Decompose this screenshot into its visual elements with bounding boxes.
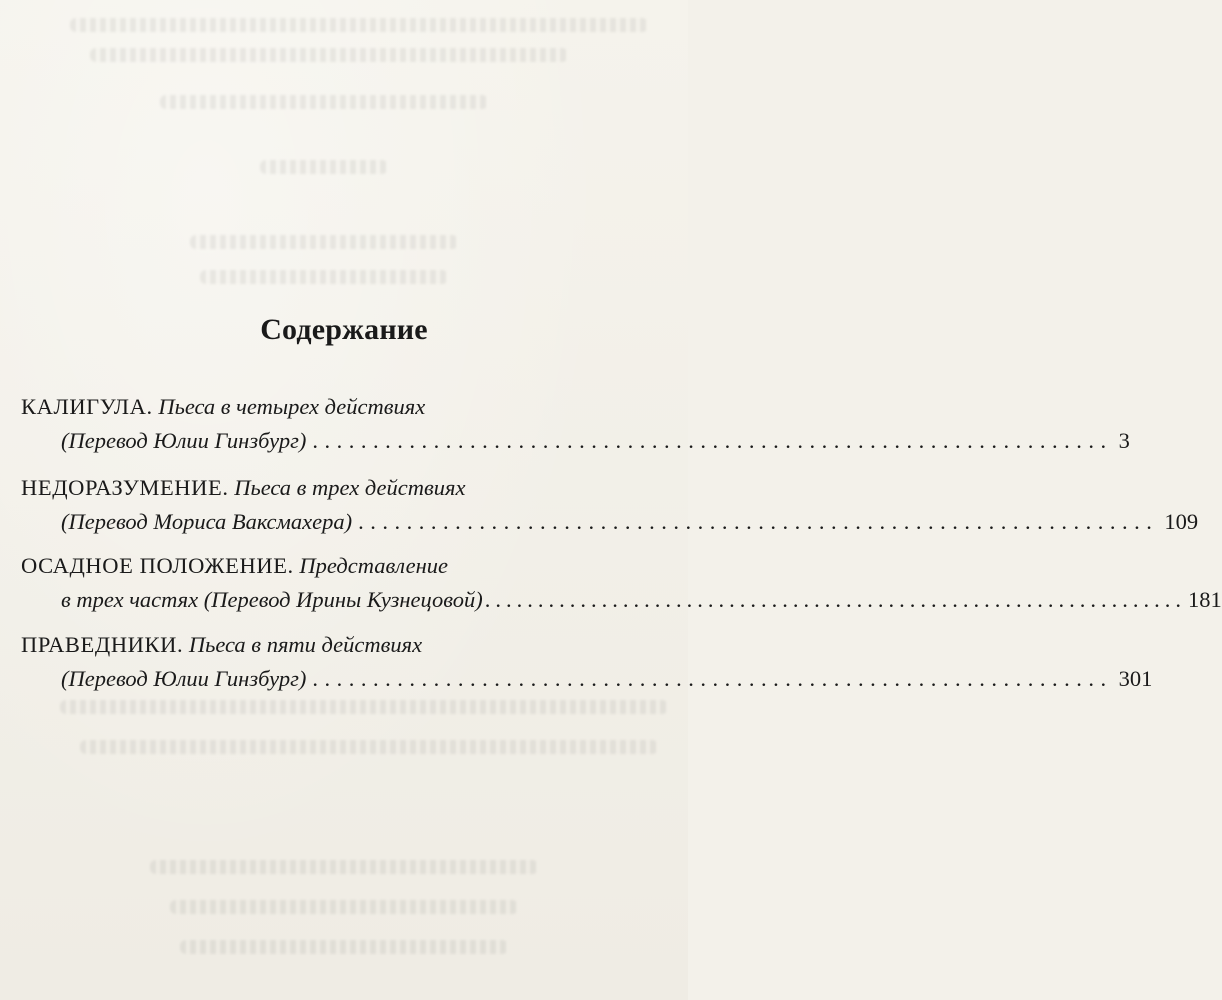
work-name: НЕДОРАЗУМЕНИЕ. [21, 475, 229, 500]
work-subtitle: Пьеса в пяти действиях [188, 632, 423, 657]
translator-note: (Перевод Юлии Гинзбург) [61, 666, 307, 691]
page-number: 3 [1118, 428, 1130, 453]
dot-leader: .................................................................. [312, 428, 1113, 453]
toc-entry-detail [61, 587, 1222, 613]
bleed-through-texture [260, 160, 388, 174]
bleed-through-texture [170, 900, 518, 914]
bleed-through-texture [150, 860, 538, 874]
toc-entry-title [21, 553, 448, 579]
toc-entry-detail [61, 666, 1153, 692]
page-number: 301 [1118, 666, 1153, 691]
translator-note: в трех частях (Перевод Ирины Кузнецовой) [61, 587, 483, 612]
toc-entry-title [21, 632, 422, 658]
work-subtitle: Пьеса в трех действиях [234, 475, 466, 500]
bleed-through-texture [160, 95, 488, 109]
work-name: КАЛИГУЛА. [21, 394, 153, 419]
work-subtitle: Пьеса в четырех действиях [158, 394, 426, 419]
translator-note: (Перевод Мориса Ваксмахера) [61, 509, 353, 534]
toc-entry-title [21, 475, 465, 501]
page-title: Содержание [260, 313, 428, 346]
bleed-through-texture [70, 18, 648, 32]
page-number: 181 [1188, 587, 1222, 612]
work-subtitle: Представление [299, 553, 448, 578]
work-name: ОСАДНОЕ ПОЛОЖЕНИЕ. [21, 553, 294, 578]
bleed-through-texture [60, 700, 668, 714]
bleed-through-texture [190, 235, 458, 249]
bleed-through-texture [200, 270, 448, 284]
toc-entry-detail [61, 509, 1199, 535]
bleed-through-texture [180, 940, 508, 954]
work-name: ПРАВЕДНИКИ. [21, 632, 184, 657]
dot-leader: .................................................................. [358, 509, 1159, 534]
translator-note: (Перевод Юлии Гинзбург) [61, 428, 307, 453]
page-number: 109 [1164, 509, 1199, 534]
dot-leader: .................................................................. [312, 666, 1113, 691]
bleed-through-texture [80, 740, 658, 754]
dot-leader: .................................................................. [484, 587, 1187, 612]
toc-entry-detail [61, 428, 1130, 454]
toc-entry-title [21, 394, 425, 420]
bleed-through-texture [90, 48, 568, 62]
